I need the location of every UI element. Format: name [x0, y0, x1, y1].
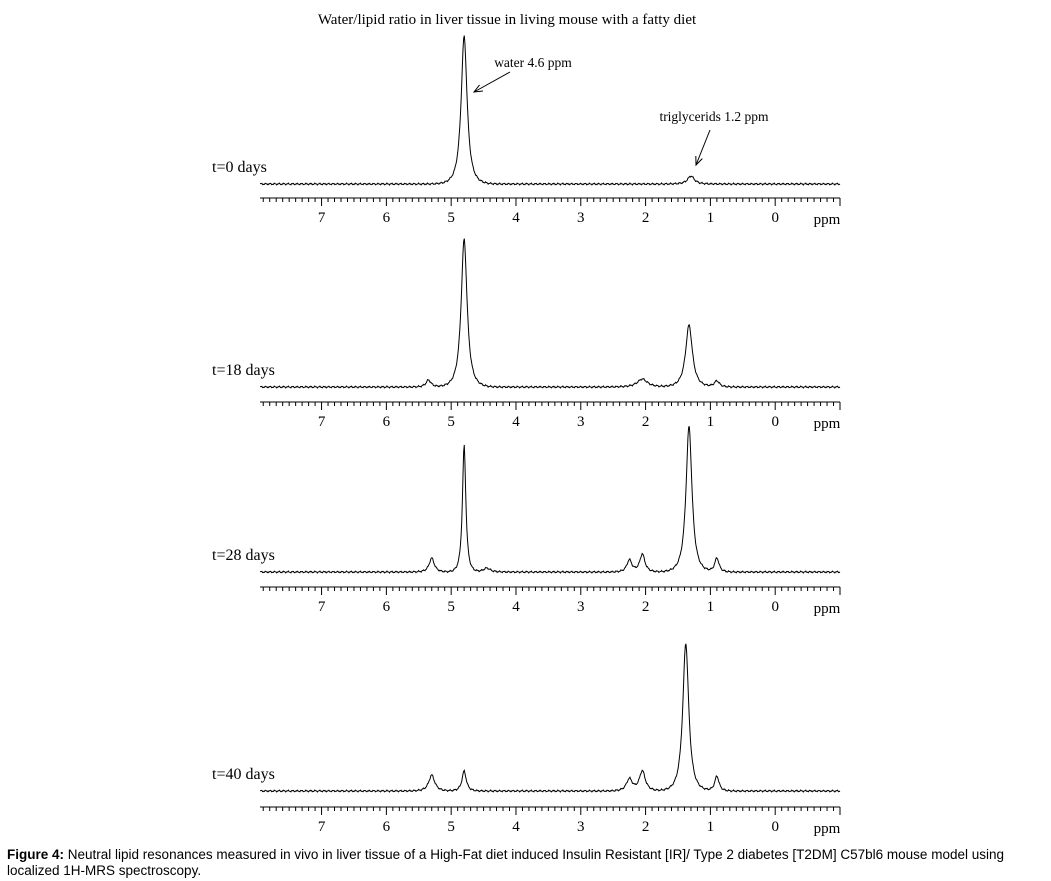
tick-label: 7 — [317, 210, 326, 226]
spectrum-line-1 — [260, 239, 840, 388]
tick-label: 0 — [771, 599, 779, 615]
tick-label: 4 — [512, 599, 520, 615]
tick-label: 1 — [706, 599, 715, 615]
x-axis-label-2: ppm — [813, 601, 841, 617]
tick-label: 6 — [382, 210, 391, 226]
spectrum-panel-2 — [212, 426, 841, 617]
annotation-arrow-1 — [696, 130, 710, 165]
tick-label: 2 — [641, 414, 650, 430]
tick-label: 0 — [771, 819, 779, 835]
tick-label: 3 — [577, 819, 585, 835]
tick-label: 7 — [317, 414, 326, 430]
tick-label: 6 — [382, 414, 391, 430]
tick-label: 3 — [577, 210, 585, 226]
tick-label: 1 — [706, 210, 715, 226]
tick-label: 5 — [447, 819, 455, 835]
tick-label: 2 — [641, 819, 650, 835]
tick-label: 4 — [512, 414, 520, 430]
spectrum-line-3 — [260, 644, 840, 792]
tick-label: 7 — [317, 819, 326, 835]
tick-label: 1 — [706, 819, 715, 835]
tick-label: 5 — [447, 210, 455, 226]
tick-label: 6 — [382, 599, 391, 615]
tick-label: 2 — [641, 210, 650, 226]
tick-label: 4 — [512, 819, 520, 835]
x-axis-label-3: ppm — [813, 821, 841, 837]
tick-label: 7 — [317, 599, 326, 615]
series-label-3: t=40 days — [212, 766, 275, 783]
tick-label: 4 — [512, 210, 520, 226]
caption-label: Figure 4: — [7, 847, 65, 862]
tick-label: 5 — [447, 414, 455, 430]
tick-label: 3 — [577, 599, 585, 615]
spectrum-panel-1 — [212, 239, 841, 432]
x-axis-label-0: ppm — [813, 212, 841, 228]
series-label-1: t=18 days — [212, 362, 275, 379]
x-axis-label-1: ppm — [813, 416, 841, 432]
annotation-arrow-0 — [474, 72, 510, 92]
figure-caption — [7, 847, 1047, 879]
caption-text: Neutral lipid resonances measured in vivo in liver tissue of a High-Fat diet induced Insulin Resistant [IR]/ Type 2 diabetes [T2DM] C57bl6 mouse model using localized 1H-MRS spectroscopy. — [7, 847, 1004, 878]
tick-label: 3 — [577, 414, 585, 430]
tick-label: 1 — [706, 414, 715, 430]
chart-title: Water/lipid ratio in liver tissue in living mouse with a fatty diet — [317, 12, 697, 28]
series-label-2: t=28 days — [212, 547, 275, 564]
annotation-label-0: water 4.6 ppm — [494, 55, 572, 70]
spectrum-panel-3 — [212, 644, 841, 837]
tick-label: 6 — [382, 819, 391, 835]
series-label-0: t=0 days — [212, 159, 267, 176]
arrowhead-icon — [474, 85, 483, 92]
tick-label: 5 — [447, 599, 455, 615]
tick-label: 0 — [771, 414, 779, 430]
tick-label: 0 — [771, 210, 779, 226]
annotation-label-1: triglycerids 1.2 ppm — [659, 109, 769, 124]
tick-label: 2 — [641, 599, 650, 615]
spectrum-line-2 — [260, 426, 840, 573]
